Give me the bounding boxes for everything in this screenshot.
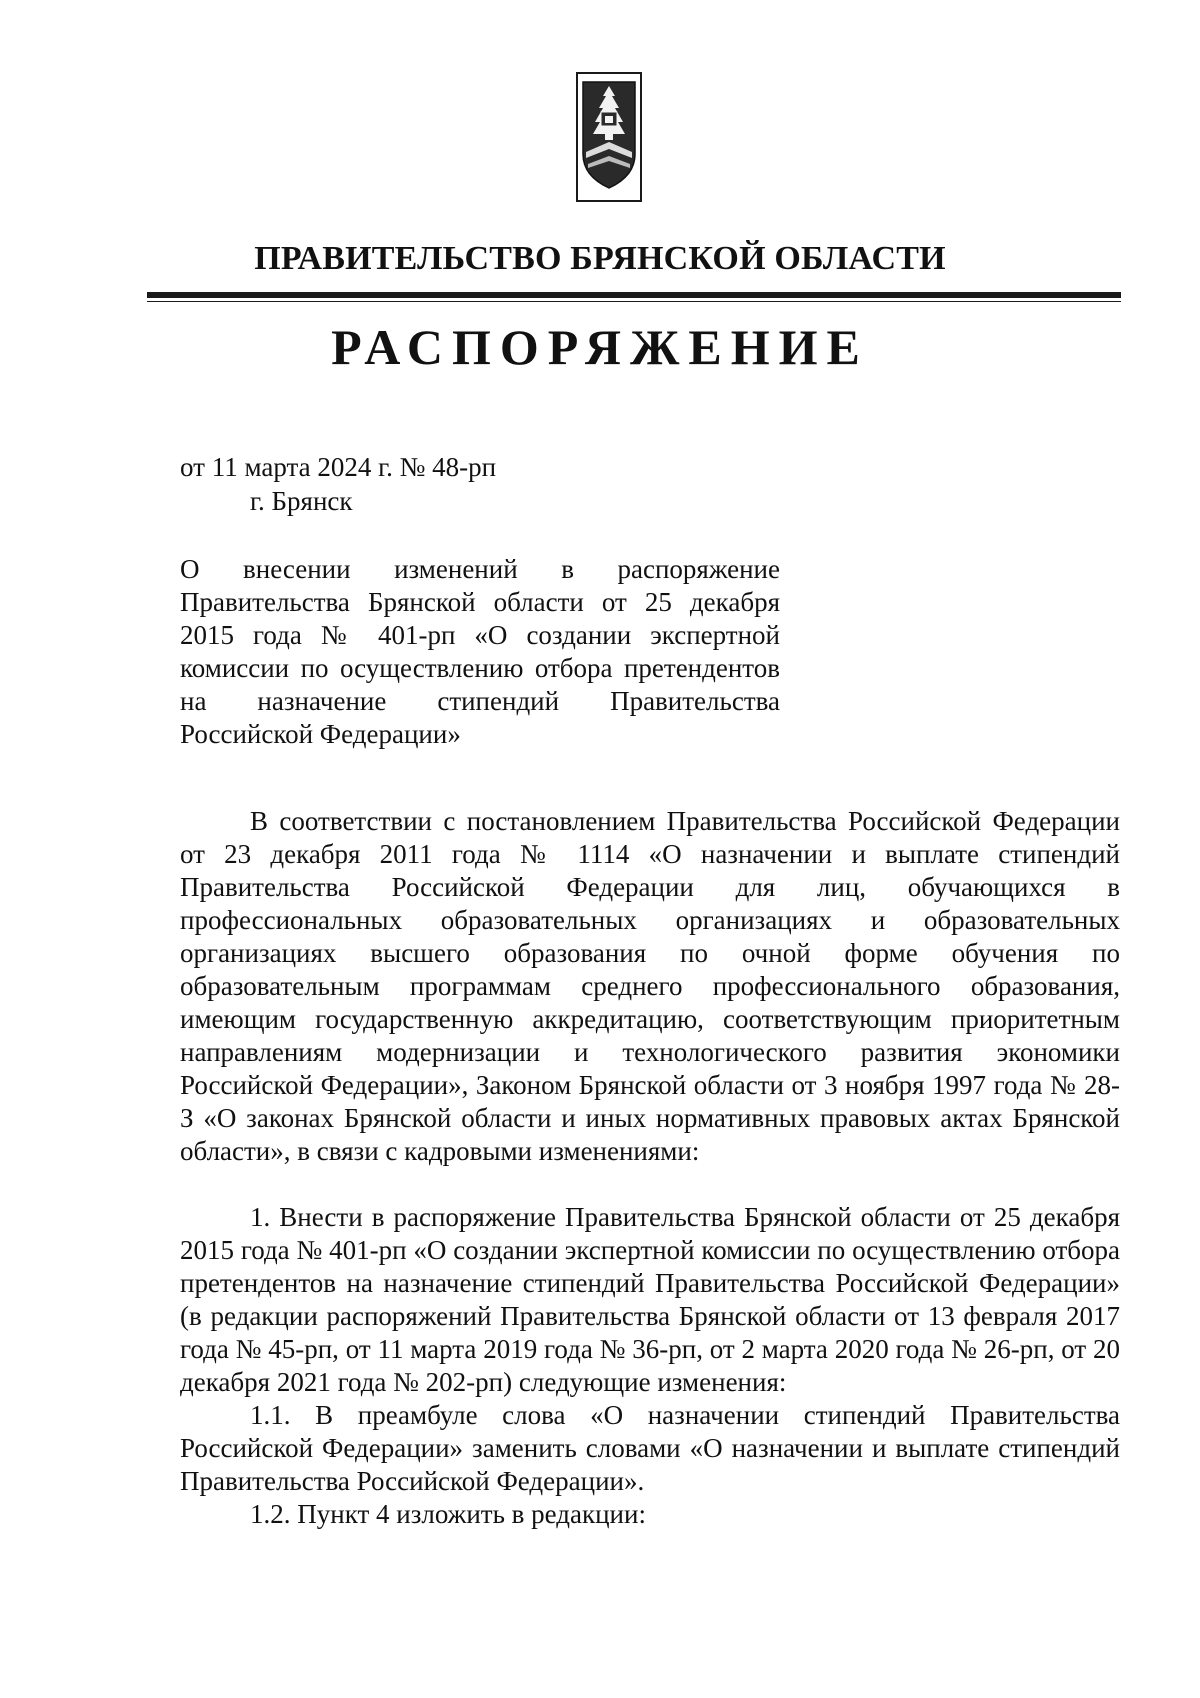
number-sign: № (399, 452, 426, 482)
document-number: 48-рп (432, 452, 497, 482)
header-divider-thin (147, 301, 1121, 302)
document-subject: О внесении изменений в распоряжение Правительства Брянской области от 25 декабря 2015 года № 401-рп «О создании экспертной комиссии по осуществлению отбора претендентов на назначение стипендий Правительства Российской Федерации» (180, 554, 780, 749)
document-date: 11 марта 2024 г. (211, 452, 393, 482)
document-meta (180, 450, 496, 518)
document-body (180, 805, 1120, 1531)
date-number-line (180, 450, 496, 484)
document-type-title: РАСПОРЯЖЕНИЕ (331, 319, 869, 375)
organization-title: ПРАВИТЕЛЬСТВО БРЯНСКОЙ ОБЛАСТИ (254, 240, 946, 277)
date-prefix: от (180, 452, 205, 482)
bryansk-coat-of-arms-icon (576, 72, 642, 202)
item-1-2-paragraph: 1.2. Пункт 4 изложить в редакции: (250, 1499, 646, 1529)
preamble-paragraph: В соответствии с постановлением Правительства Российской Федерации от 23 декабря 2011 года № 1114 «О назначении и выплате стипендий Правительства Российской Федерации для лиц, обучающихся в профессиональных образовательных организациях и образовательных организациях высшего образования по очной форме обучения по образовательным программам среднего профессионального образования, имеющим государственную аккредитацию, соответствующим приоритетным направлениям модернизации и технологического развития экономики Российской Федерации», Законом Брянской области от 3 ноября 1997 года № 28-З «О законах Брянской области и иных нормативных правовых актах Брянской области», в связи с кадровыми изменениями: (180, 806, 1120, 1166)
document-city: г. Брянск (250, 486, 353, 516)
item-1-paragraph: 1. Внести в распоряжение Правительства Брянской области от 25 декабря 2015 года № 401-рп «О создании экспертной комиссии по осуществлению отбора претендентов на назначение стипендий Правительства Российской Федерации» (в редакции распоряжений Правительства Брянской области от 13 февраля 2017 года № 45-рп, от 11 марта 2019 года № 36-рп, от 2 марта 2020 года № 26-рп, от 20 декабря 2021 года № 202-рп) следующие изменения: (180, 1202, 1120, 1397)
item-1-1-paragraph: 1.1. В преамбуле слова «О назначении стипендий Правительства Российской Федерации» заменить словами «О назначении и выплате стипендий Правительства Российской Федерации». (180, 1400, 1120, 1496)
header-divider-thick (147, 292, 1121, 298)
